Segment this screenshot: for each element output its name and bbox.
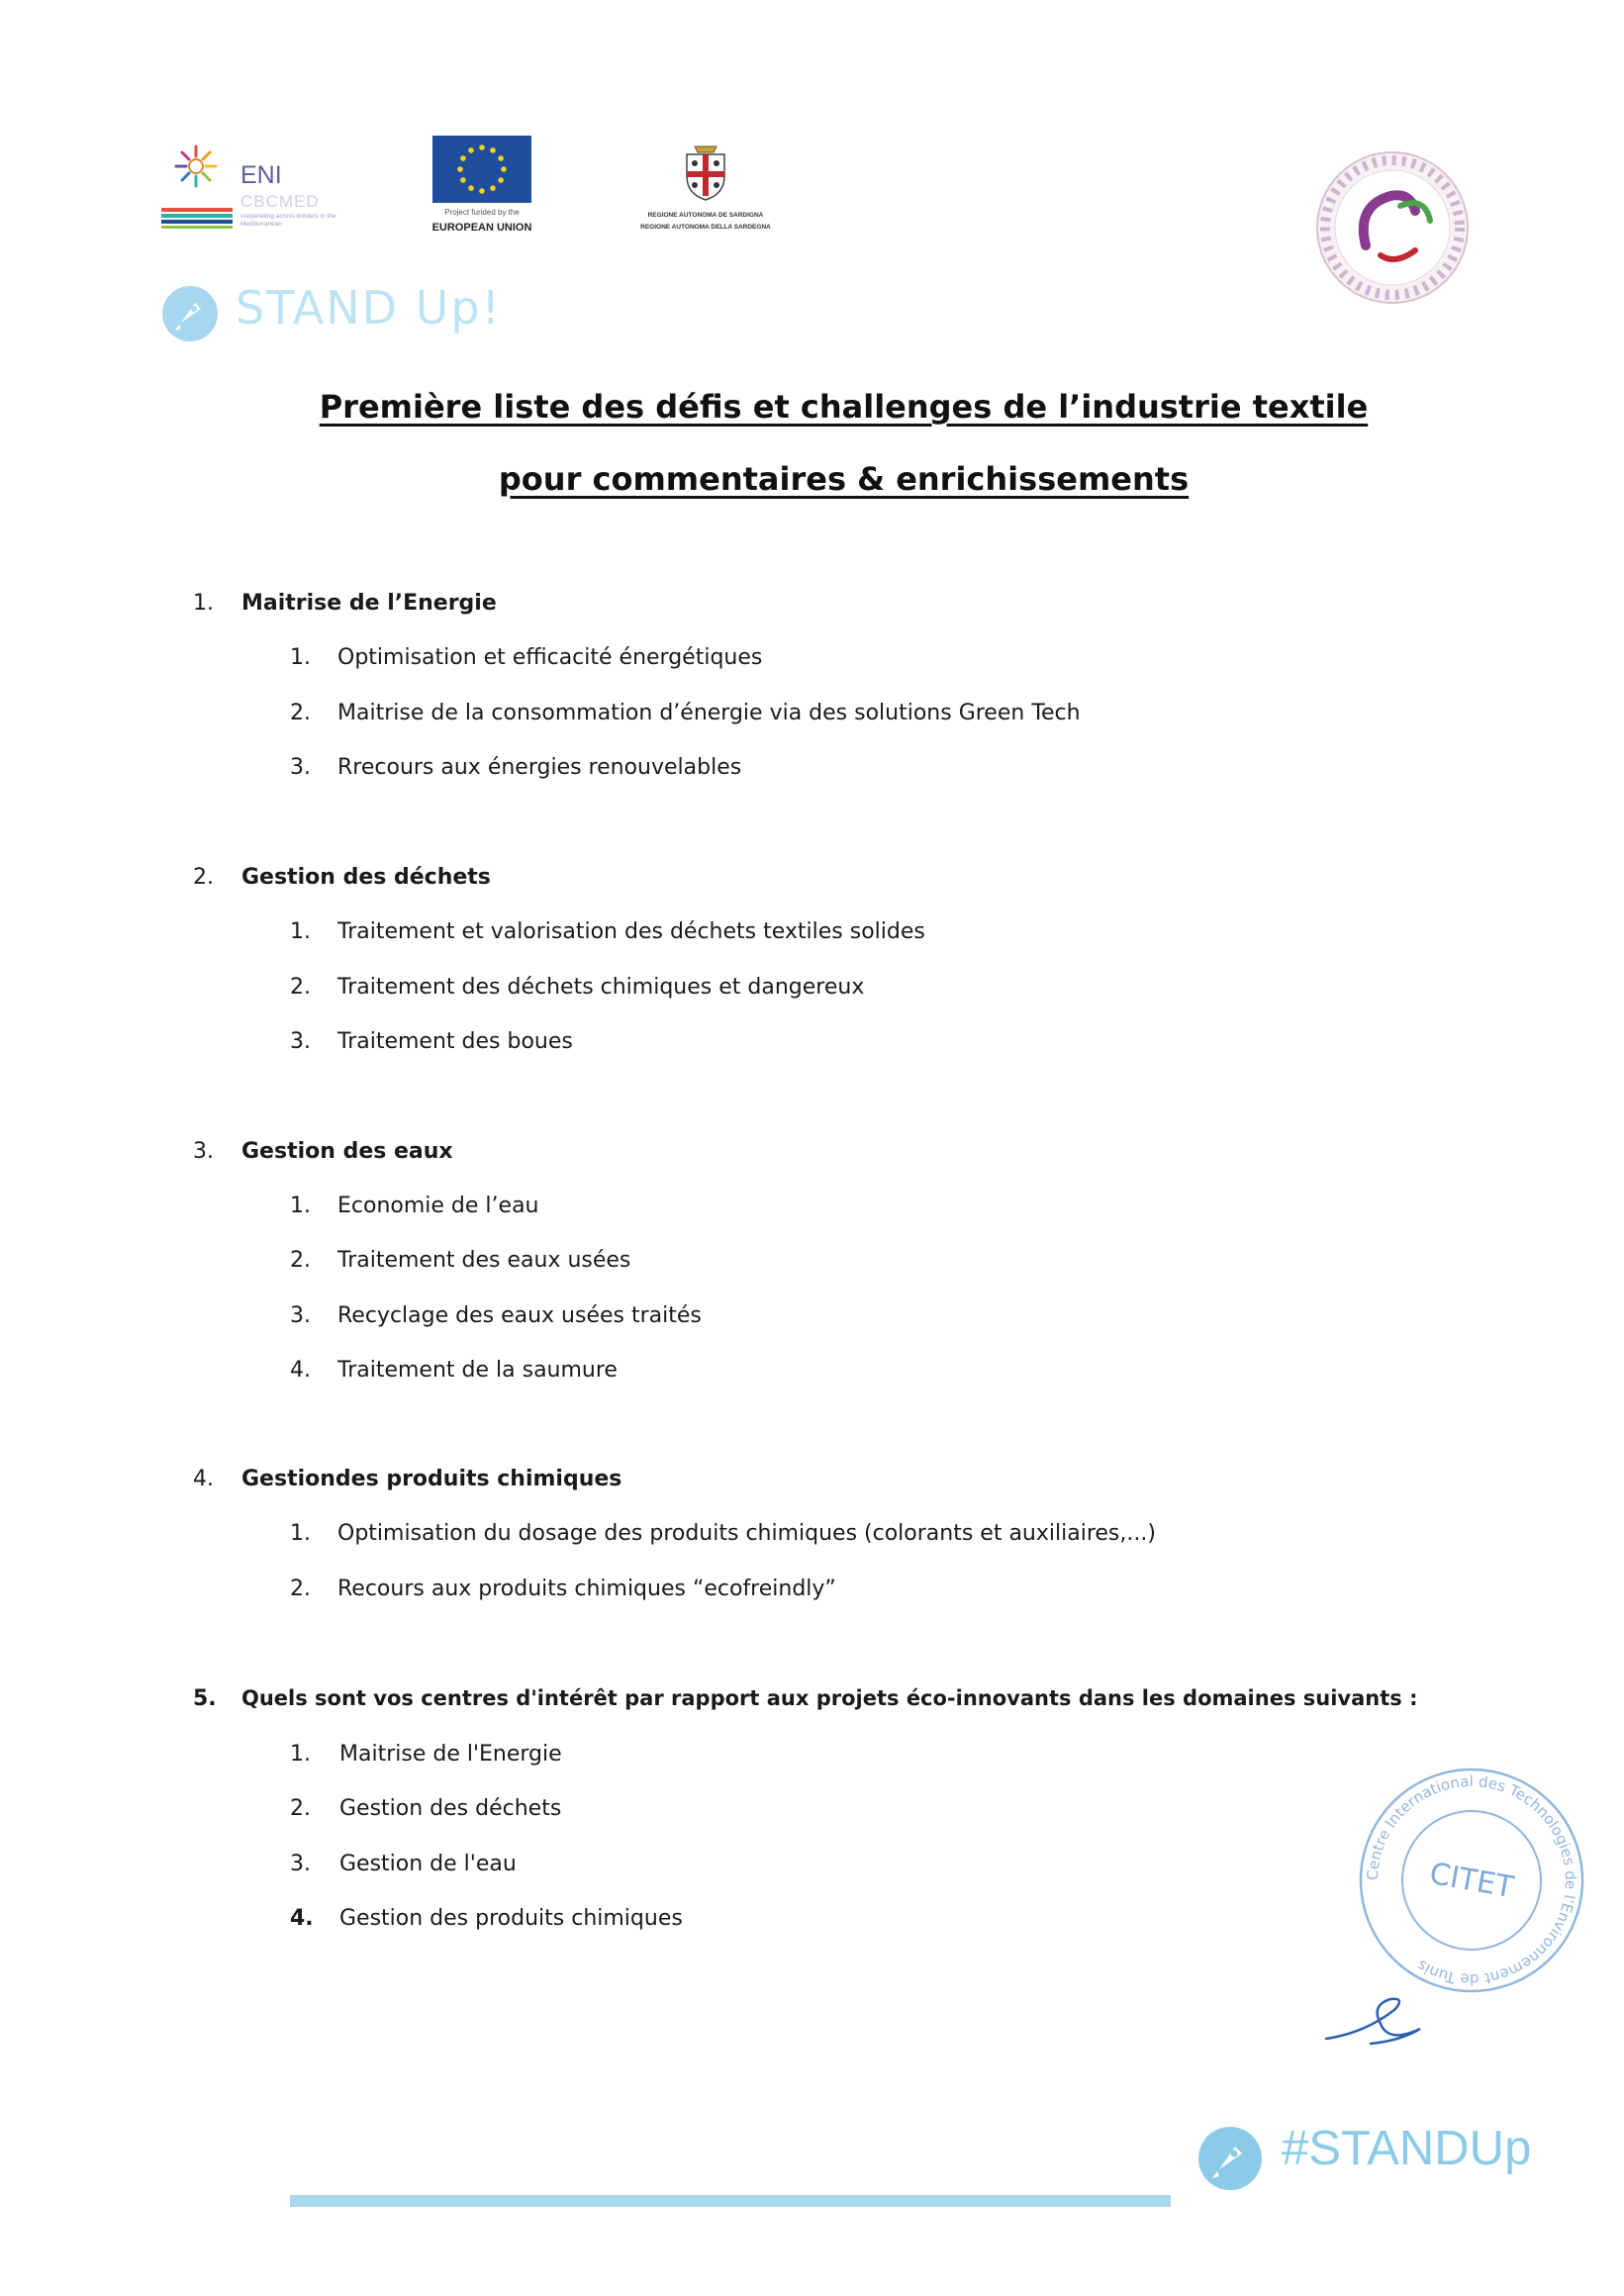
item-number: 4. [290,1906,314,1931]
eu-flag-icon [432,136,531,203]
list-item: Optimisation du dosage des produits chimiques (colorants et auxiliaires,...) [337,1521,1156,1546]
citet-stamp [1348,1757,1595,2004]
citet-logo-icon [1311,146,1475,310]
list-item: Gestion des déchets [339,1796,562,1821]
item-number: 2. [290,1248,311,1273]
section-number: 5. [193,1686,217,1711]
eu-union-text: EUROPEAN UNION [431,222,532,234]
item-number: 3. [290,1029,311,1054]
eu-star [479,188,485,194]
eni-program: CBCMED [240,192,320,211]
list-item: Traitement des eaux usées [337,1248,631,1273]
sardinia-line-1: REGIONE AUTONOMA DE SARDIGNA [647,212,764,219]
section-heading: Quels sont vos centres d'intérêt par rapport aux projets éco-innovants dans les domaines suivants : [241,1686,1418,1710]
list-item: Maitrise de l'Energie [339,1742,562,1767]
eu-star [501,166,507,172]
section-heading: Maitrise de l’Energie [241,591,497,616]
list-item: Gestion de l'eau [339,1852,517,1876]
list-item: Maitrise de la consommation d’énergie via des solutions Green Tech [337,701,1081,725]
list-item: Gestion des produits chimiques [339,1906,683,1931]
eni-tagline: cooperating across borders in the Mediterranean [240,213,336,228]
list-item: Optimisation et efficacité énergétiques [337,645,763,670]
list-item: Economie de l’eau [337,1194,539,1218]
item-number: 1. [290,1194,311,1218]
item-number: 2. [290,1796,311,1821]
item-number: 1. [290,1521,311,1546]
eni-name: ENI [240,161,282,189]
project-name: STAND Up! [236,281,502,335]
section-number: 1. [193,591,214,616]
footer-hashtag: #STANDUp [1282,2122,1532,2175]
eu-star [468,147,474,153]
page-subtitle: pour commentaires & enrichissements [498,460,1190,498]
item-number: 2. [290,975,311,1000]
section-number: 4. [193,1467,214,1491]
eu-star [479,144,485,150]
sardinia-crest-icon [681,141,730,202]
section-number: 2. [193,865,214,890]
stamp-ring-text: Centre International des Technologies de l'Environnement de Tunis [1363,1771,1580,1989]
item-number: 3. [290,755,311,780]
eu-star [490,147,496,153]
sardinia-line-2: REGIONE AUTONOMA DELLA SARDEGNA [640,224,771,231]
eu-star [490,185,496,191]
standup-rocket-icon [1197,2126,1263,2191]
signature-icon [1316,1969,1455,2058]
list-item: Recours aux produits chimiques “ecofreindly” [337,1577,836,1601]
section-heading: Gestion des déchets [241,865,491,890]
eu-star [460,155,466,161]
list-item: Traitement des déchets chimiques et dangereux [337,975,865,1000]
footer-divider [290,2195,1171,2207]
eni-waves-icon [161,208,233,230]
page-title: Première liste des défis et challenges de l’industrie textile [319,388,1369,426]
list-item: Traitement de la saumure [337,1358,618,1383]
eu-star [460,177,466,183]
list-item: Recyclage des eaux usées traités [337,1303,702,1328]
stamp-text: CITET [1426,1856,1517,1906]
item-number: 1. [290,1742,311,1767]
item-number: 2. [290,701,311,725]
eu-star [498,155,504,161]
section-heading: Gestiondes produits chimiques [241,1467,622,1491]
item-number: 1. [290,919,311,944]
section-number: 3. [193,1139,214,1164]
eu-star [498,177,504,183]
item-number: 2. [290,1577,311,1601]
item-number: 3. [290,1852,311,1876]
list-item: Traitement des boues [337,1029,573,1054]
section-heading: Gestion des eaux [241,1139,453,1164]
item-number: 3. [290,1303,311,1328]
item-number: 1. [290,645,311,670]
item-number: 4. [290,1358,311,1383]
eu-star [468,185,474,191]
list-item: Traitement et valorisation des déchets textiles solides [337,919,925,944]
list-item: Rrecours aux énergies renouvelables [337,755,742,780]
eu-funded-text: Project funded by the [444,208,520,217]
standup-rocket-icon [161,285,219,342]
eu-star [457,166,463,172]
